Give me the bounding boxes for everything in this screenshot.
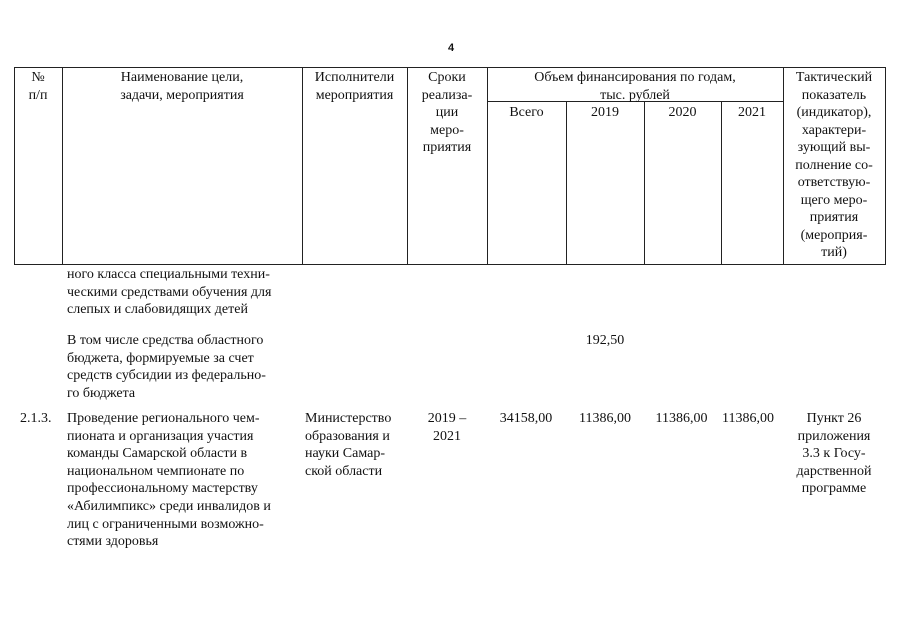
divider — [566, 101, 567, 264]
header-funding: Объем финансирования по годам, тыс. рублей — [534, 70, 736, 103]
row-213-2019: 11386,00 — [579, 411, 631, 426]
row-213-terms: 2019 – 2021 — [427, 411, 467, 444]
row-213-total: 34158,00 — [499, 411, 553, 426]
row-213-executor: Министерство образования и науки Самар- ской области — [305, 411, 392, 479]
header-num: № п/п — [28, 70, 48, 103]
header-indicator: Тактический показатель (индикатор), характери- зующий вы- полнение со- ответствую- щего меро- приятия (мероприя- тий) — [795, 70, 873, 260]
row-subsidy-2019: 192,50 — [585, 333, 625, 348]
header-2021: 2021 — [738, 105, 766, 120]
table-header — [14, 67, 886, 264]
row-continuation-name: ного класса специальными техни- ческими средствами обучения для слепых и слабовидящих детей — [67, 267, 272, 318]
header-executor: Исполнители мероприятия — [314, 70, 395, 103]
page-number: 4 — [447, 42, 455, 54]
header-terms: Сроки реализа- ции меро- приятия — [421, 70, 473, 155]
header-name: Наименование цели, задачи, мероприятия — [120, 70, 244, 103]
header-2020: 2020 — [668, 105, 697, 120]
row-213-indicator: Пункт 26 приложения 3.3 к Госу- дарственной программе — [796, 411, 872, 497]
divider — [644, 101, 645, 264]
row-213-num: 2.1.3. — [20, 411, 52, 426]
header-2019: 2019 — [591, 105, 619, 120]
row-subsidy-name: В том числе средства областного бюджета, формируемые за счет средств субсидии из федерально- го бюджета — [67, 333, 266, 401]
header-total: Всего — [509, 105, 544, 120]
row-213-name: Проведение регионального чем- пионата и организация участия команды Самарской области в национальном чемпионате по профессиональному мастерству «Абилимпикс» среди инвалидов и лиц с ограниченными возможно- стями здоровья — [67, 411, 271, 550]
row-213-2020: 11386,00 — [655, 411, 708, 426]
row-213-2021: 11386,00 — [722, 411, 774, 426]
divider — [721, 101, 722, 264]
